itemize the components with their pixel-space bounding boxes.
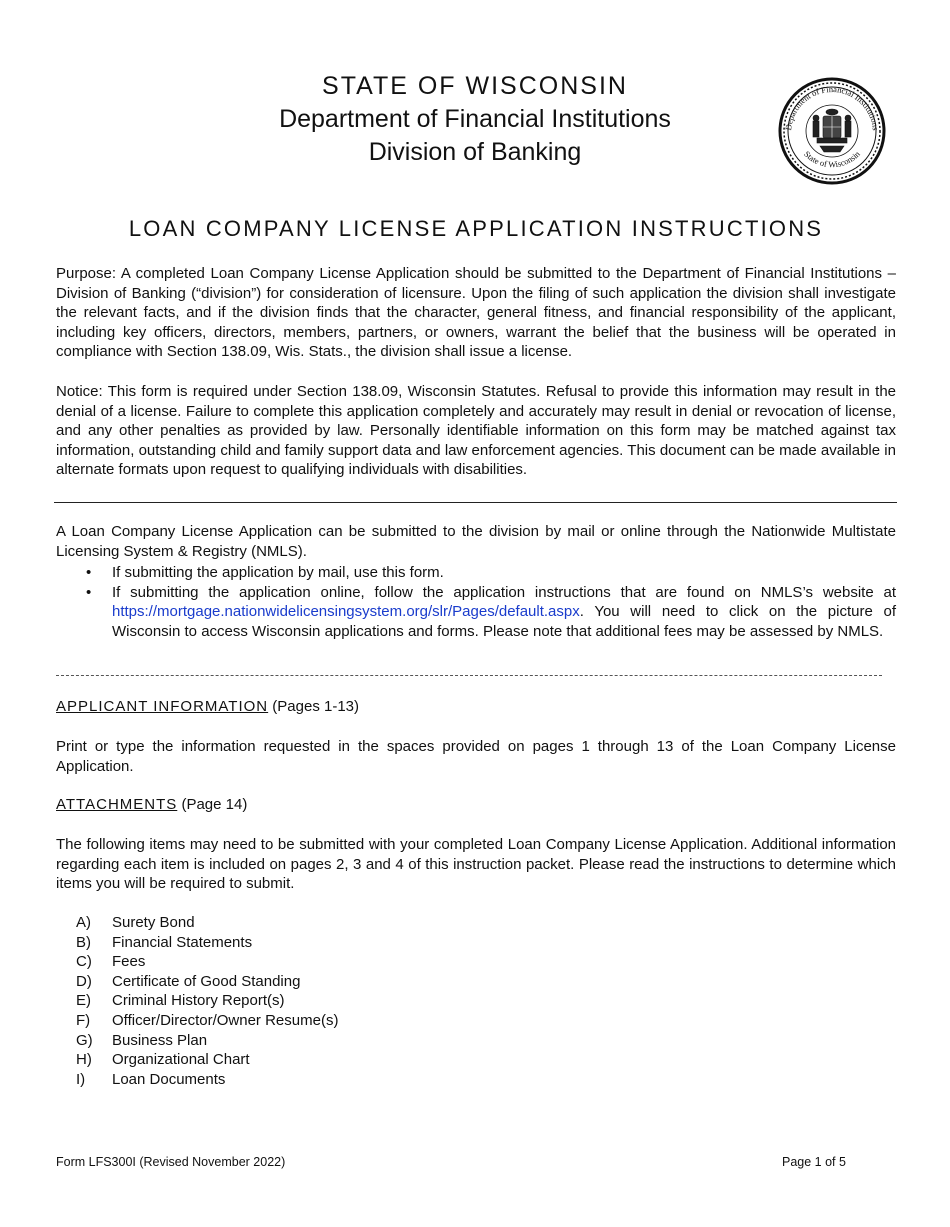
applicant-paragraph	[56, 737, 896, 776]
item-key: I)	[76, 1070, 86, 1088]
applicant-heading	[56, 697, 359, 717]
item-label: Criminal History Report(s)	[112, 992, 285, 1010]
list-item	[56, 933, 338, 953]
item-label: Business Plan	[112, 1031, 208, 1049]
purpose-text: Purpose: A completed Loan Company License Application should be submitted to the Department of Financial Institutions – Division of Banking (“division”) for consideration of licensure. Upon the filing of such application the division shall investigate the relevant facts, and if the division finds that the character, general fitness, and financial responsibility of the applicant, including key officers, directors, members, partners, or owners, warrant the belief that the business will be operated in compliance with Section 138.09, Wis. Stats., the division shall issue a license.	[56, 265, 896, 361]
item-key: B)	[76, 933, 91, 951]
item-key: C)	[76, 953, 92, 971]
item-key: F)	[76, 1011, 91, 1029]
bullet-online-text: If submitting the application online, follow the application instructions that are found on NMLS’s website at	[112, 583, 896, 601]
attachments-heading-pages: (Page 14)	[177, 796, 248, 813]
applicant-heading-label: APPLICANT INFORMATION	[56, 698, 269, 715]
nmls-website-link[interactable]: https://mortgage.nationwidelicensingsystem.org/slr/Pages/default.aspx	[112, 603, 580, 621]
item-key: G)	[76, 1031, 93, 1049]
bullet-online-text-cont: . You will need to click on the picture of Wisconsin to access Wisconsin applications and forms. Please note that additional fees may be assessed by NMLS.	[112, 603, 896, 640]
attachments-heading	[56, 795, 247, 815]
item-key: E)	[76, 992, 91, 1010]
list-item	[56, 952, 338, 972]
item-key: A)	[76, 914, 91, 931]
department-name: Department of Financial Institutions	[279, 105, 671, 133]
item-key: D)	[76, 972, 92, 990]
item-label: Surety Bond	[112, 914, 195, 931]
list-item	[56, 1011, 338, 1031]
submission-intro-text: A Loan Company License Application can be submitted to the division by mail or online through the Nationwide Multistate Licensing System & Registry (NMLS).	[56, 523, 896, 560]
attachments-heading-label: ATTACHMENTS	[56, 796, 178, 813]
item-key: H)	[76, 1051, 92, 1069]
purpose-paragraph	[56, 264, 896, 362]
list-item	[56, 563, 896, 583]
list-item	[56, 1031, 338, 1051]
section-divider	[54, 502, 897, 503]
state-name: STATE OF WISCONSIN	[322, 72, 628, 100]
item-label: Loan Documents	[112, 1070, 226, 1088]
applicant-text: Print or type the information requested in the spaces provided on pages 1 through 13 of the Loan Company License Application.	[56, 738, 896, 775]
page-number: Page 1 of 5	[782, 1155, 846, 1169]
applicant-heading-pages: (Pages 1-13)	[268, 698, 360, 715]
attachments-list	[56, 913, 338, 1089]
dashed-divider	[56, 675, 882, 676]
seal-bottom-text: State of Wisconsin	[802, 148, 862, 170]
state-seal-icon	[765, 76, 900, 186]
list-item	[56, 1070, 338, 1090]
document-title: LOAN COMPANY LICENSE APPLICATION INSTRUCTIONS	[128, 216, 824, 241]
seal-top-text: Department of Financial Institutions	[783, 83, 881, 131]
division-name: Division of Banking	[368, 138, 582, 166]
list-item	[56, 991, 338, 1011]
notice-paragraph	[56, 382, 896, 480]
item-label: Financial Statements	[112, 933, 253, 951]
list-item	[56, 972, 338, 992]
item-label: Officer/Director/Owner Resume(s)	[112, 1011, 339, 1029]
submission-intro	[56, 522, 896, 561]
bullet-icon: •	[86, 564, 92, 581]
list-item	[56, 913, 338, 933]
item-label: Organizational Chart	[112, 1051, 250, 1069]
attachments-text: The following items may need to be submitted with your completed Loan Company License Application. Additional information regarding each item is included on pages 2, 3 and 4 of this instruction packet. Please read the instructions to determine which items you will be required to submit.	[56, 836, 896, 893]
form-identifier: Form LFS300I (Revised November 2022)	[56, 1155, 286, 1169]
bullet-icon: •	[86, 583, 92, 601]
item-label: Certificate of Good Standing	[112, 972, 301, 990]
letterhead	[230, 70, 720, 169]
list-item	[56, 1050, 338, 1070]
attachments-paragraph	[56, 835, 896, 894]
list-item	[56, 583, 896, 642]
bullet-mail-text: If submitting the application by mail, use this form.	[112, 564, 444, 581]
item-label: Fees	[112, 953, 146, 971]
notice-text: Notice: This form is required under Section 138.09, Wisconsin Statutes. Refusal to provide this information may result in the denial of a license. Failure to complete this application completely and accurately may result in denial or revocation of license, and any other penalties as provided by law. Personally identifiable information on this form may be matched against tax information, outstanding child and family support data and law enforcement agencies. This document can be made available in alternate formats upon request to qualifying individuals with disabilities.	[56, 383, 896, 479]
submission-options-list	[56, 563, 896, 641]
